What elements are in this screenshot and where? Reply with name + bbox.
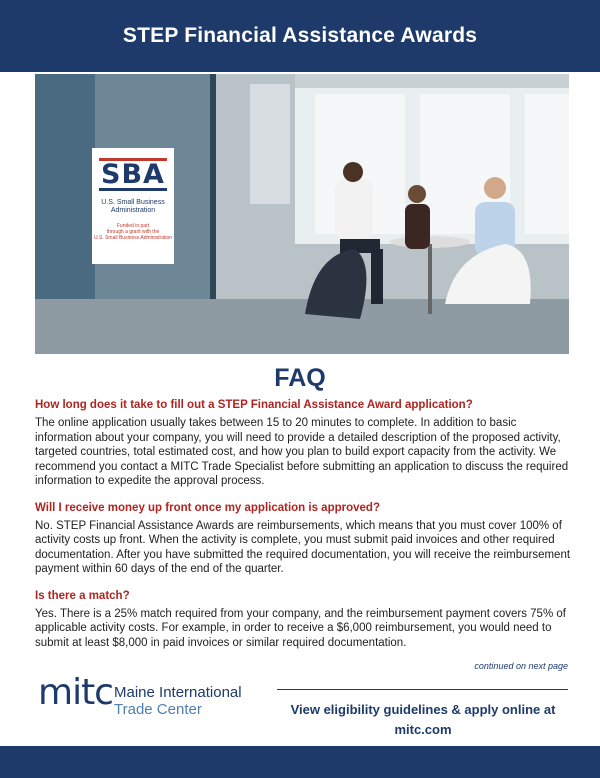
faq-answer: Yes. There is a 25% match required from your company, and the reimbursement payment covers 75% of applicable activity costs. For example, in order to receive a $6,000 reimbursement, you would need to submit at least $8,000 in paid invoices or similar required documentation. <box>35 607 566 649</box>
continued-note: continued on next page <box>474 661 568 671</box>
mitc-logo-mark: mitc <box>38 672 113 713</box>
sba-logo <box>92 148 174 264</box>
faq-heading: FAQ <box>274 364 326 392</box>
faq-answer: No. STEP Financial Assistance Awards are reimbursements, which means that you must cover 100% of activity costs up front. When the activity is complete, you must submit paid invoices and other required documentation. After you have submitted the required documentation, you will receive the reimbursement payment within 60 days of the end of the quarter. <box>35 519 571 575</box>
faq-item <box>35 588 571 651</box>
website-link[interactable]: mitc.com <box>394 722 452 737</box>
faq-question: How long does it take to fill out a STEP Financial Assistance Award application? <box>35 399 473 411</box>
faq-answer: The online application usually takes between 15 to 20 minutes to complete. In addition to basic information about your company, you will need to provide a detailed description of the proposed activity, targeted countries, total estimated cost, and how you plan to build export capacity from the activity. We recommend you contact a MITC Trade Specialist before submitting an application to discuss the required information to expedite the approval process. <box>35 417 569 487</box>
apply-text: View eligibility guidelines & apply online at <box>290 702 556 717</box>
mitc-logo <box>38 672 278 736</box>
faq-item <box>35 500 571 577</box>
faq-question: Is there a match? <box>35 589 130 602</box>
faq-list <box>35 397 571 650</box>
sba-wordmark: SBA <box>101 159 165 190</box>
faq-question: Will I receive money up front once my application is approved? <box>35 501 380 514</box>
faq-item <box>35 397 571 489</box>
sba-funding-note: Funded in part through a grant with the U.S. Small Business Administration <box>93 222 173 242</box>
header-banner <box>0 0 600 72</box>
footer-divider <box>277 689 568 690</box>
page-title: STEP Financial Assistance Awards <box>122 24 478 47</box>
sba-subtitle: U.S. Small Business Administration <box>101 199 165 215</box>
apply-callout <box>278 700 568 740</box>
footer-banner <box>0 746 600 778</box>
org-name: Maine International Trade Center <box>114 684 242 718</box>
